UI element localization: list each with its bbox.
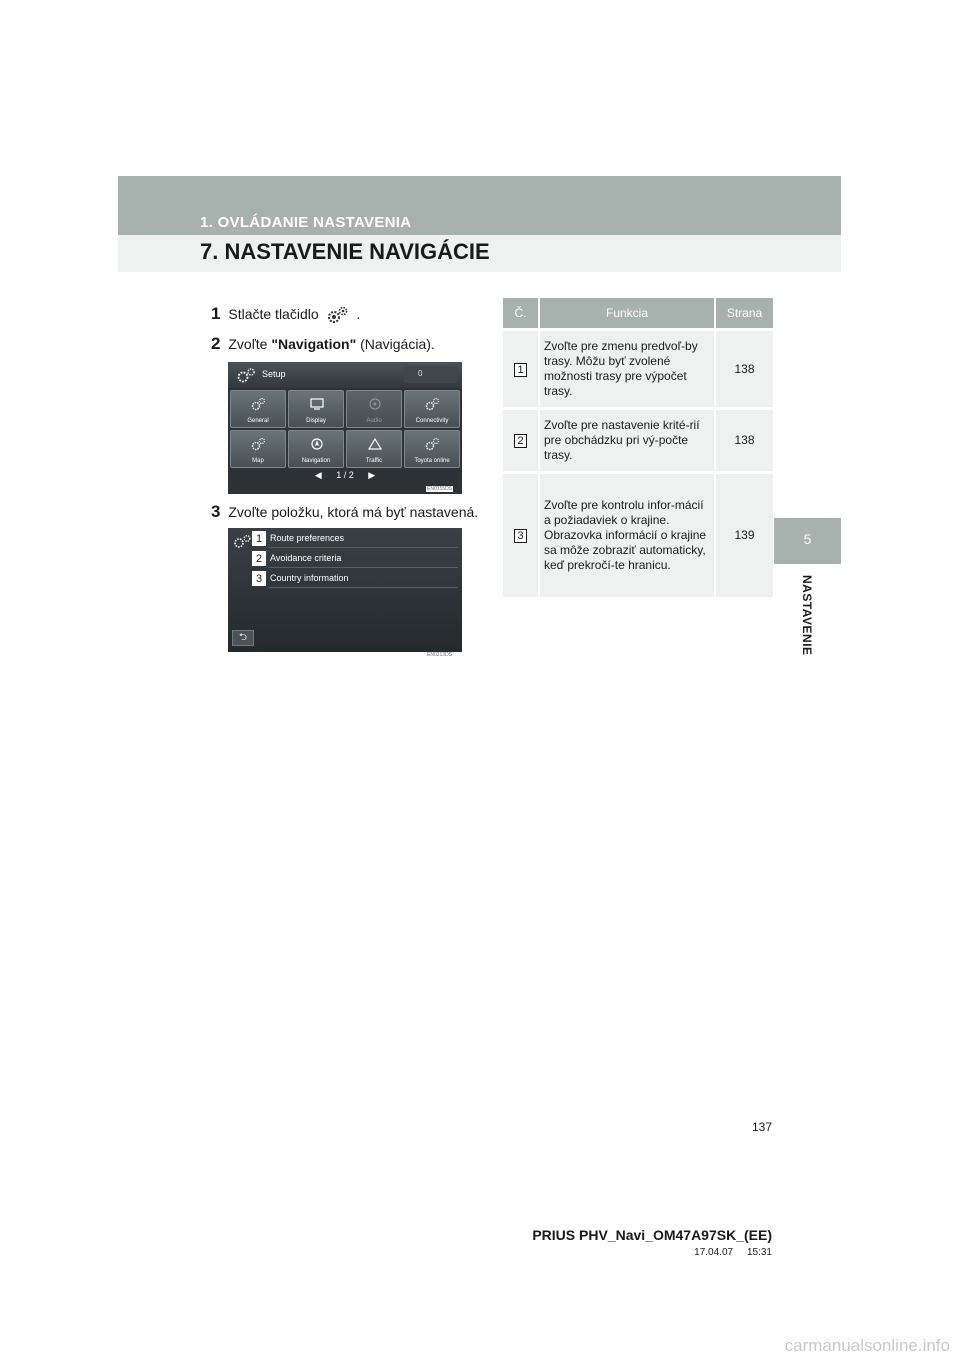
tile-label: Display <box>306 418 326 424</box>
gear-icon <box>425 437 441 451</box>
status-indicator: 0 <box>404 366 458 383</box>
setup-screen-image <box>228 362 462 494</box>
function-table <box>503 298 773 597</box>
navigation-icon <box>309 437 325 451</box>
chapter-tab <box>774 518 841 564</box>
step-number: 2 <box>211 334 221 353</box>
chapter-header <box>118 176 841 272</box>
display-icon <box>309 397 325 411</box>
setup-gear-icon <box>233 534 253 549</box>
row-page: 138 <box>715 330 773 409</box>
table-row <box>503 409 773 473</box>
step-bold-text: "Navigation" <box>271 336 357 352</box>
tile-label: Navigation <box>301 458 331 464</box>
tile-label: Traffic <box>365 458 383 464</box>
image-code: EN0213DS <box>427 652 453 658</box>
tile-label: Connectivity <box>415 418 449 424</box>
table-row <box>503 473 773 597</box>
tile-label: Toyota online <box>414 458 450 464</box>
gear-icon <box>425 397 441 411</box>
callout-number: 1 <box>252 531 266 546</box>
tile-display[interactable] <box>288 390 344 428</box>
step-3 <box>211 502 478 522</box>
setup-gear-icon <box>327 306 349 327</box>
setup-screen-header <box>228 362 462 388</box>
menu-country-information[interactable] <box>268 570 458 588</box>
prev-page-button[interactable]: ◀ <box>314 470 322 480</box>
step-text-end: . <box>356 306 361 322</box>
gear-icon <box>251 397 267 411</box>
menu-label: Avoidance criteria <box>270 553 342 563</box>
row-function: Zvoľte pre nastavenie krité-rií pre obchádzku pri vý-počte trasy. <box>539 409 715 473</box>
navigation-settings-image <box>228 528 462 652</box>
step-text: Stlačte tlačidlo <box>228 306 319 322</box>
tile-general[interactable] <box>230 390 286 428</box>
tile-audio <box>346 390 402 428</box>
menu-label: Country information <box>270 573 349 583</box>
step-number: 3 <box>211 502 221 521</box>
table-row <box>503 330 773 409</box>
step-text-end: (Navigácia). <box>360 336 435 352</box>
table-header-row <box>503 298 773 330</box>
section-title: 1. OVLÁDANIE NASTAVENIA <box>200 214 412 231</box>
menu-avoidance-criteria[interactable] <box>268 550 458 568</box>
tile-label: Map <box>252 458 264 464</box>
tile-label: Audio <box>366 418 382 424</box>
row-number: 1 <box>514 363 527 377</box>
tile-connectivity[interactable] <box>404 390 460 428</box>
tile-label: General <box>247 418 269 424</box>
tile-navigation[interactable] <box>288 430 344 468</box>
back-button[interactable]: ⮌ <box>232 630 254 646</box>
header-func: Funkcia <box>539 298 715 330</box>
row-function: Zvoľte pre zmenu predvoľ-by trasy. Môžu byť zvolené možnosti trasy pre výpočet trasy. <box>539 330 715 409</box>
page-number: 137 <box>751 1120 772 1134</box>
step-text: Zvoľte položku, ktorá má byť nastavená. <box>228 504 479 520</box>
header-page: Strana <box>715 298 773 330</box>
menu-label: Route preferences <box>270 533 345 543</box>
step-number: 1 <box>211 304 221 323</box>
step-text: Zvoľte <box>228 336 268 352</box>
page-indicator: 1 / 2 <box>336 470 354 480</box>
chapter-number: 5 <box>803 531 812 547</box>
step-1 <box>211 304 360 327</box>
image-code: EN0155DS <box>427 486 453 492</box>
chapter-label: NASTAVENIE <box>800 575 814 656</box>
step-2 <box>211 334 435 354</box>
page-title: 7. NASTAVENIE NAVIGÁCIE <box>200 239 490 264</box>
gear-icon <box>251 437 267 451</box>
header-num: Č. <box>503 298 539 330</box>
tile-toyota-online[interactable] <box>404 430 460 468</box>
traffic-icon <box>367 437 383 451</box>
next-page-button[interactable]: ▶ <box>368 470 376 480</box>
row-function: Zvoľte pre kontrolu infor-mácií a požiadaviek o krajine. Obrazovka informácií o krajine sa môže zobraziť automaticky, keď prekročí-te hranicu. <box>539 473 715 597</box>
callout-number: 3 <box>252 571 266 586</box>
menu-route-preferences[interactable] <box>268 530 458 548</box>
callout-number: 2 <box>252 551 266 566</box>
setup-screen-title: Setup <box>262 369 286 379</box>
tile-map[interactable] <box>230 430 286 468</box>
tile-traffic[interactable] <box>346 430 402 468</box>
row-page: 138 <box>715 409 773 473</box>
document-id: PRIUS PHV_Navi_OM47A97SK_(EE) <box>532 1227 772 1243</box>
setup-gear-icon <box>236 367 258 383</box>
audio-icon <box>367 397 383 411</box>
watermark: carmanualsonline.info <box>784 1336 950 1355</box>
pager <box>228 470 462 486</box>
row-number: 3 <box>514 529 527 543</box>
row-number: 2 <box>514 434 527 448</box>
print-timestamp: 17.04.07 15:31 <box>694 1247 772 1258</box>
row-page: 139 <box>715 473 773 597</box>
